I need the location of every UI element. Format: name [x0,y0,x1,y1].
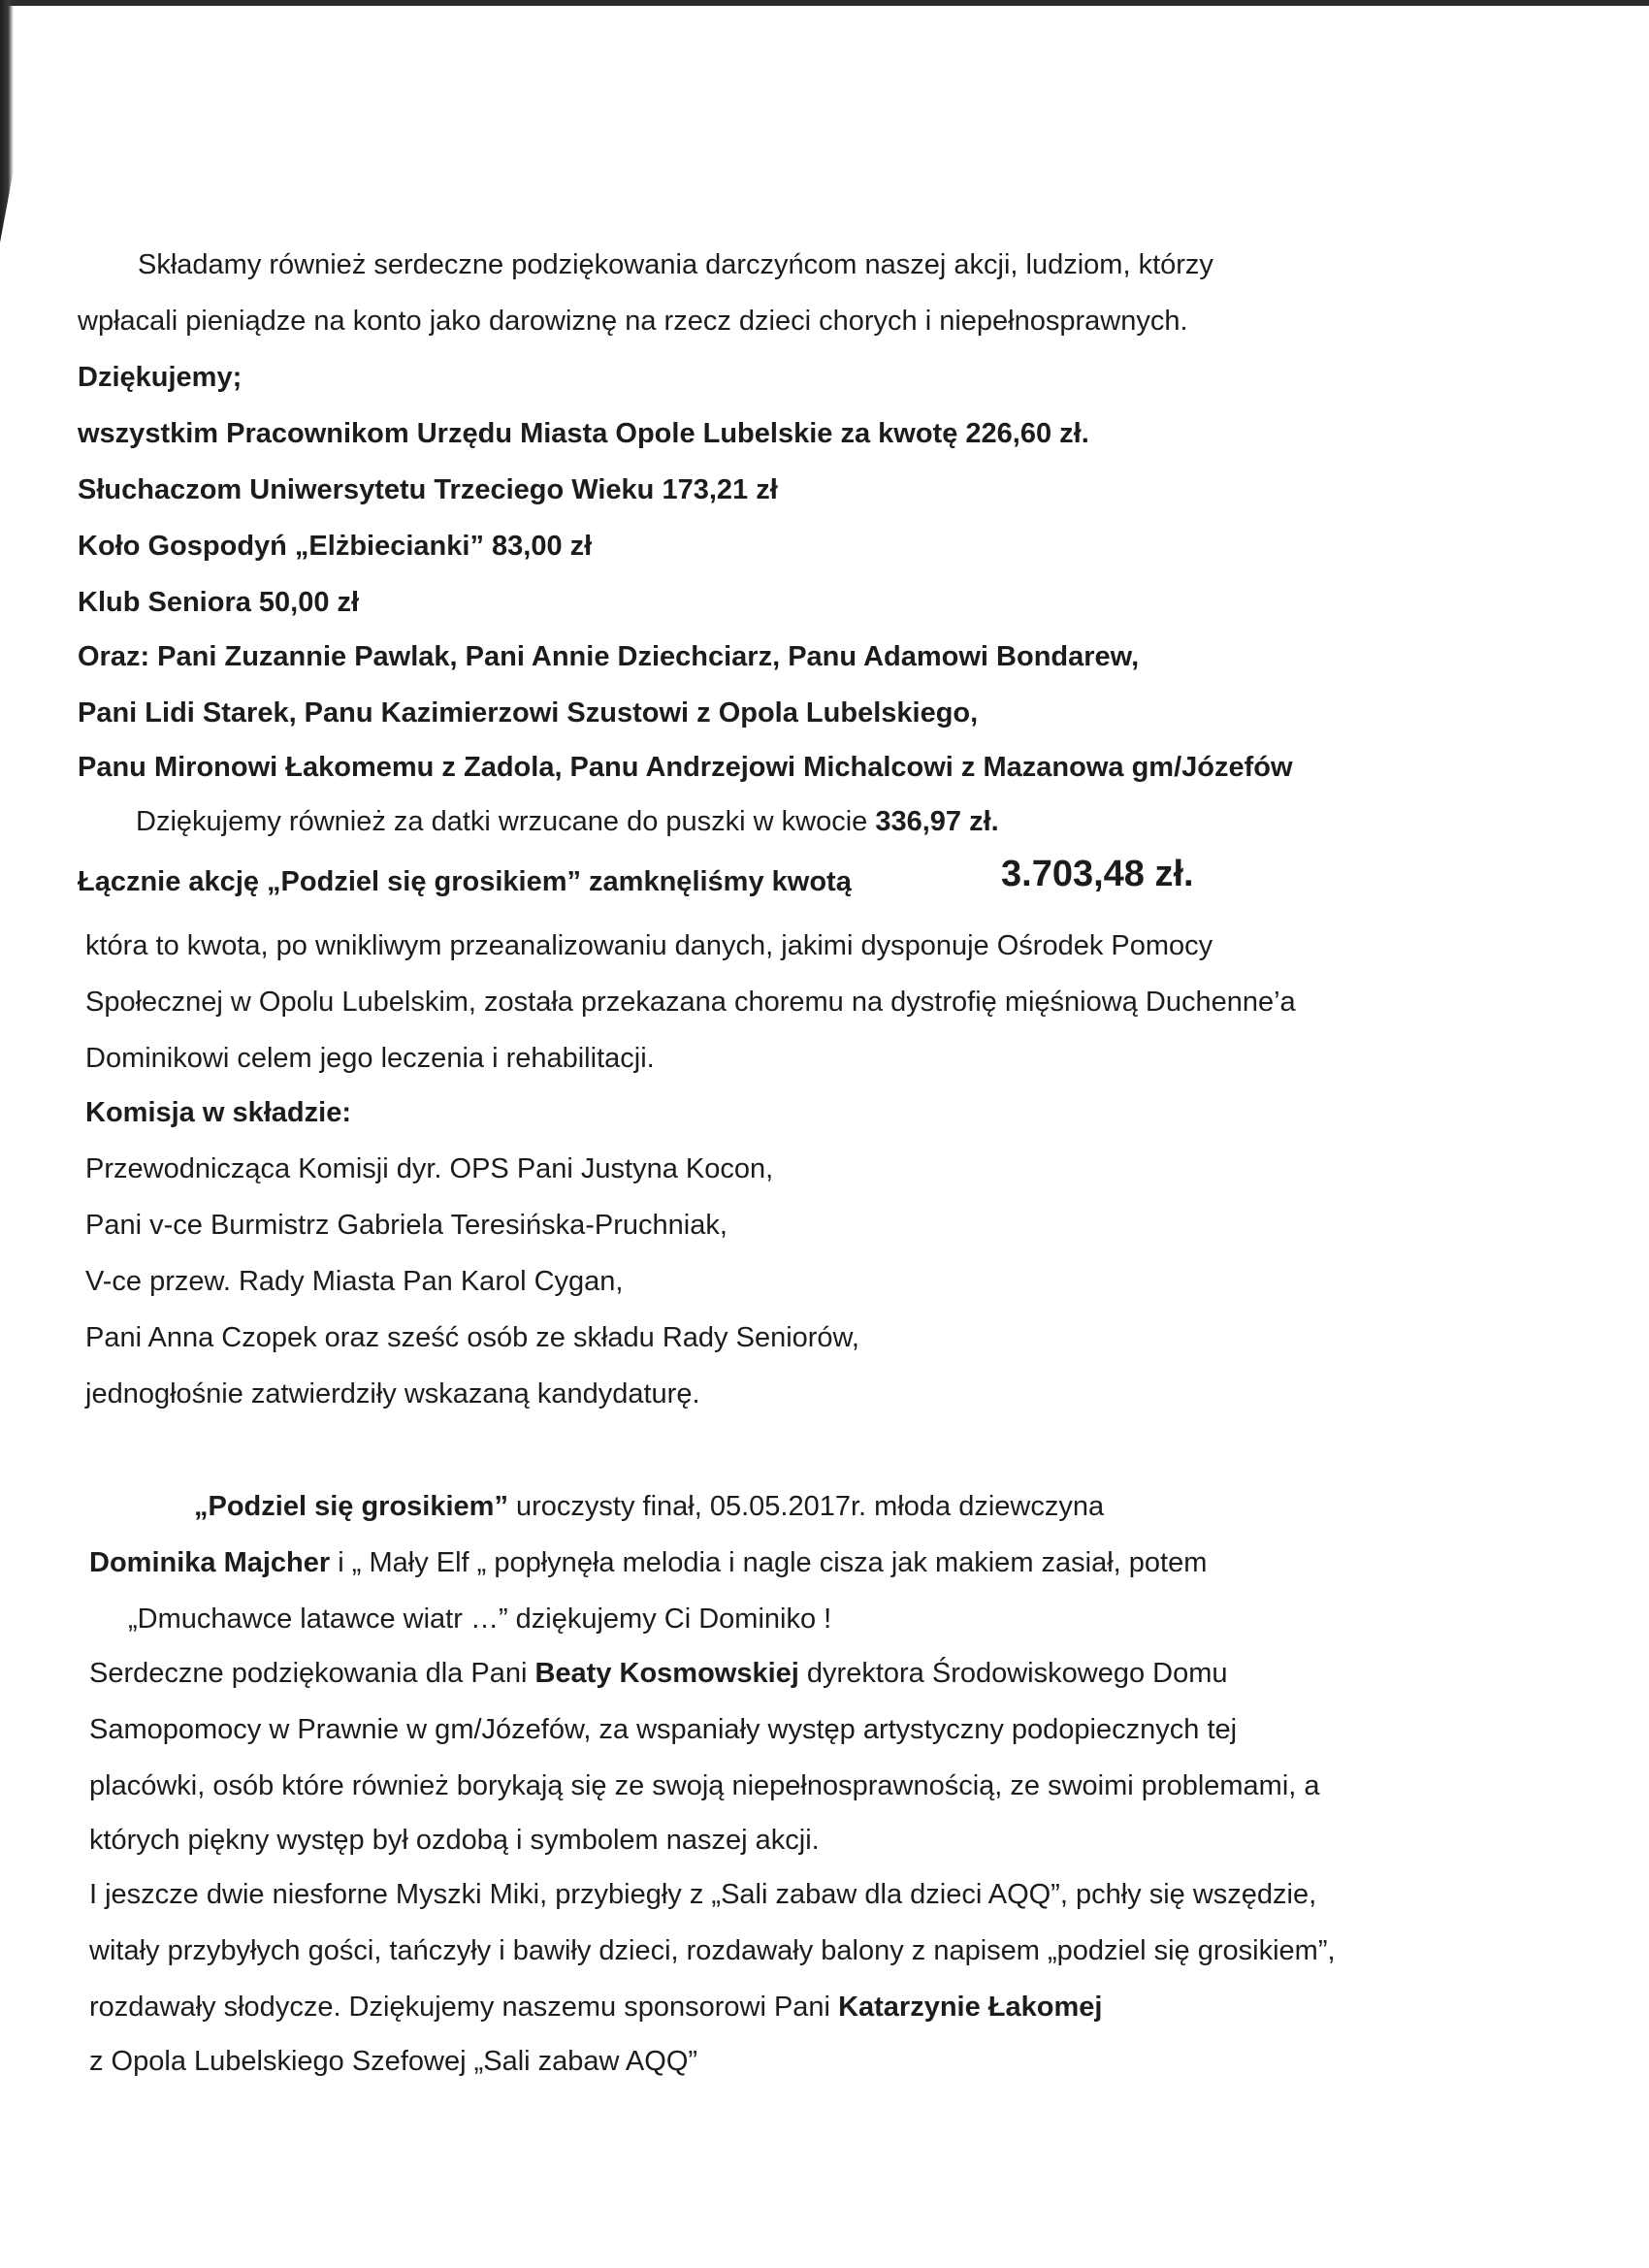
intro-line-2: wpłacali pieniądze na konto jako darowiznę na rzecz dzieci chorych i niepełnosprawnych. [78,306,1188,337]
commission-member: Pani Anna Czopek oraz sześć osób ze składu Rady Seniorów, [85,1322,859,1353]
thanks-item: Pani Lidi Starek, Panu Kazimierzowi Szustowi z Opola Lubelskiego, [78,697,979,729]
commission-heading: Komisja w składzie: [85,1097,351,1128]
finale-line-10 [89,1989,1102,2025]
box-donation-line [136,803,999,840]
box-donation-text: Dziękujemy również za datki wrzucane do puszki w kwocie [136,806,876,837]
thanks-item: wszystkim Pracownikom Urzędu Miasta Opole Lubelskie za kwotę 226,60 zł. [78,418,1089,449]
sponsor-name: Katarzynie Łakomej [838,1992,1103,2023]
finale-line-6: placówki, osób które również borykają się ze swoją niepełnosprawnością, ze swoimi problemami, a [89,1770,1320,1801]
thanks-item: Panu Mironowi Łakomemu z Zadola, Panu Andrzejowi Michalcowi z Mazanowa gm/Józefów [78,752,1293,783]
transfer-line-2: Społecznej w Opolu Lubelskim, została przekazana choremu na dystrofię mięśniową Duchenne’a [85,987,1296,1018]
commission-member: Pani v-ce Burmistrz Gabriela Teresińska-Pruchniak, [85,1210,728,1241]
total-amount: 3.703,48 zł. [1001,854,1194,894]
intro-line-1: Składamy również serdeczne podziękowania darczyńcom naszej akcji, ludziom, którzy [138,249,1213,280]
finale-line-2 [89,1544,1207,1581]
transfer-line-3: Dominikowi celem jego leczenia i rehabilitacji. [85,1043,655,1074]
finale-line-4 [89,1655,1228,1692]
campaign-name: „Podziel się grosikiem” [194,1491,508,1522]
thanks-item: Klub Seniora 50,00 zł [78,587,360,618]
finale-line-4-text-a: Serdeczne podziękowania dla Pani [89,1658,535,1689]
finale-line-1-text: uroczysty finał, 05.05.2017r. młoda dziewczyna [507,1491,1105,1522]
thanks-item: Słuchaczom Uniwersytetu Trzeciego Wieku 173,21 zł [78,474,778,505]
commission-member: V-ce przew. Rady Miasta Pan Karol Cygan, [85,1266,624,1297]
performer-name: Dominika Majcher [89,1547,331,1578]
total-label: Łącznie akcję „Podziel się grosikiem” zamknęliśmy kwotą [78,866,852,897]
transfer-line-1: która to kwota, po wnikliwym przeanalizowaniu danych, jakimi dysponuje Ośrodek Pomocy [85,930,1213,961]
finale-line-8: I jeszcze dwie niesforne Myszki Miki, przybiegły z „Sali zabaw dla dzieci AQQ”, pchły się wszędzie, [89,1879,1317,1910]
thanks-item: Koło Gospodyń „Elżbiecianki” 83,00 zł [78,531,593,562]
finale-line-2-text: i „ Mały Elf „ popłynęła melodia i nagle cisza jak makiem zasiał, potem [330,1547,1208,1578]
finale-line-9: witały przybyłych gości, tańczyły i bawiły dzieci, rozdawały balony z napisem „podziel się grosikiem”, [89,1935,1336,1966]
finale-line-11: z Opola Lubelskiego Szefowej „Sali zabaw AQQ” [89,2046,698,2077]
box-donation-amount: 336,97 zł. [875,806,999,837]
finale-line-5: Samopomocy w Prawnie w gm/Józefów, za wspaniały występ artystyczny podopiecznych tej [89,1714,1238,1745]
commission-member: Przewodnicząca Komisji dyr. OPS Pani Justyna Kocon, [85,1153,774,1184]
finale-line-7: których piękny występ był ozdobą i symbolem naszej akcji. [89,1825,820,1856]
director-name: Beaty Kosmowskiej [534,1658,799,1689]
finale-line-4-text-b: dyrektora Środowiskowego Domu [798,1658,1228,1689]
thanks-item: Oraz: Pani Zuzannie Pawlak, Pani Annie Dziechciarz, Panu Adamowi Bondarew, [78,641,1140,672]
finale-line-3: „Dmuchawce latawce wiatr …” dziękujemy Ci Dominiko ! [128,1604,832,1635]
thanks-heading: Dziękujemy; [78,362,242,393]
commission-member: jednogłośnie zatwierdziły wskazaną kandydaturę. [85,1378,700,1409]
finale-line-1 [194,1488,1104,1525]
finale-line-10-text: rozdawały słodycze. Dziękujemy naszemu sponsorowi Pani [89,1992,839,2023]
